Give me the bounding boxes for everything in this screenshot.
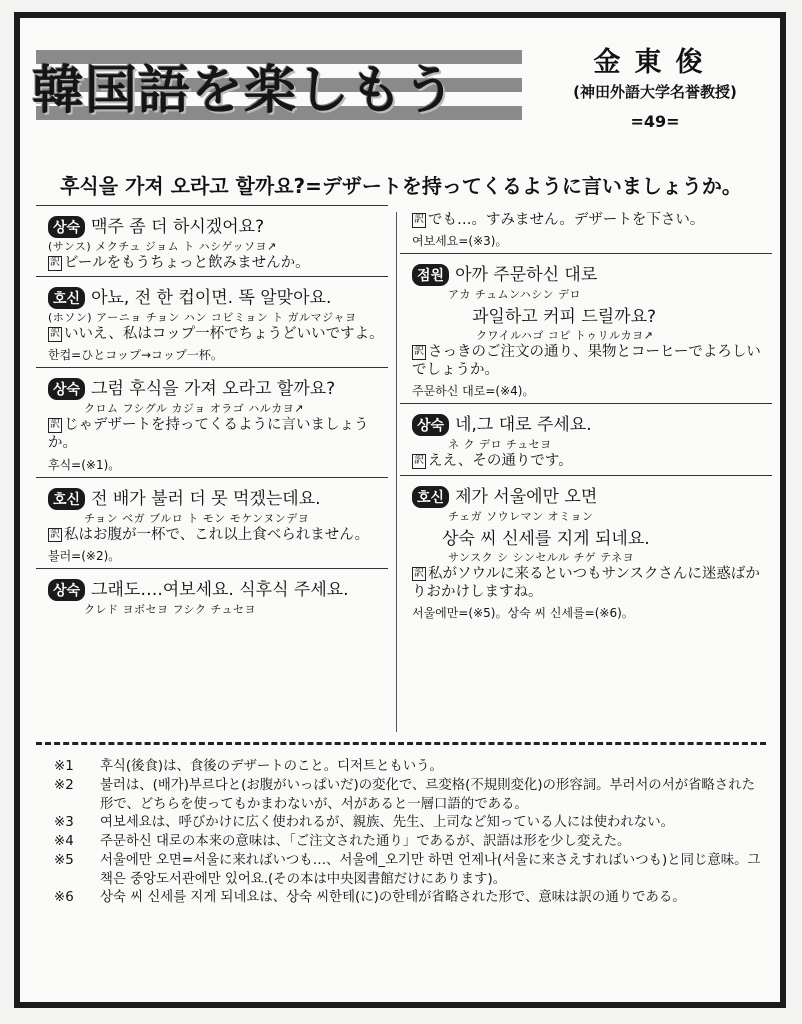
vocab-note: 한컵=ひとコップ→コップ一杯。 — [48, 348, 223, 363]
korean-text: 전 배가 불러 더 못 먹겠는데요. — [91, 488, 321, 509]
korean-text: 아뇨, 전 한 컵이면. 똑 알맞아요. — [91, 288, 332, 309]
dashed-divider — [36, 742, 766, 745]
footnote-label: ※6 — [54, 890, 74, 906]
footnote-label: ※3 — [54, 815, 74, 831]
katakana-reading: (サンス) メクチュ ジョム ト ハシゲッソヨ↗ — [48, 240, 277, 253]
footnote-label: ※1 — [54, 759, 74, 774]
column-title: 韓国語を楽しもう — [32, 61, 457, 121]
katakana-reading-continued: クワイルハゴ コピ トゥリルカヨ↗ — [476, 329, 654, 343]
speaker-badge: 상숙 — [48, 579, 85, 601]
footnote-text: 주문하신 대로の本来の意味は、「ご注文された通り」であるが、訳語は形を少し変えた。 — [100, 834, 631, 850]
vocab-note: 주문하신 대로=(※4)。 — [412, 384, 535, 399]
dialogue-line — [400, 253, 772, 403]
speaker-badge: 상숙 — [48, 216, 85, 238]
japanese-translation: ええ、その通りです。 — [428, 453, 573, 470]
footnote-text: 여보세요は、呼びかけに広く使われるが、親族、先生、上司など知っている人には使われない。 — [100, 815, 674, 831]
katakana-reading-continued: サンスク シ シンセルル チゲ テネヨ — [448, 550, 635, 564]
translation-mark: 訳 — [412, 454, 426, 469]
korean-text: 아까 주문하신 대로 — [455, 265, 598, 286]
korean-text: 맥주 좀 더 하시겠어요? — [91, 217, 265, 237]
korean-text: 제가 서울에만 오면 — [455, 486, 598, 507]
translation-mark: 訳 — [48, 528, 62, 543]
title-banner — [22, 36, 522, 136]
author-name: 金東俊 — [593, 47, 717, 78]
katakana-reading: アカ チュムンハシン デロ — [448, 288, 582, 302]
headline: 후식을 가져 오라고 할까요?=デザートを持ってくるように言いましょうか。 — [60, 174, 742, 198]
katakana-reading: (ホソン) アーニョ チョン ハン コビミョン ト ガルマジャヨ — [48, 311, 357, 325]
footnote-label: ※2 — [54, 777, 74, 793]
column-divider — [396, 212, 397, 732]
footnote-text: 불러は、(배가)부르다と(お腹がいっぱいだ)の変化で、르変格(不規則変化)の形容詞。부러서の서が省略された形で、どちらを使ってもかまわないが、서があると一層口語的である。 — [100, 777, 755, 812]
korean-text-continued: 과일하고 커피 드릴까요? — [472, 307, 657, 328]
footnote-text: 상숙 씨 신세를 지게 되네요は、상숙 씨한테(に)の한테が省略された形で、意味は訳の通りである。 — [100, 890, 686, 906]
footnote — [54, 852, 766, 890]
footnote — [54, 833, 766, 852]
translation-mark: 訳 — [48, 327, 62, 342]
speaker-badge: 점원 — [412, 264, 449, 286]
translation-mark: 訳 — [48, 256, 62, 271]
katakana-reading: チェガ ソウレマン オミョン — [448, 509, 594, 523]
footnote — [54, 777, 766, 815]
footnotes — [54, 758, 766, 908]
footnote-text: 후식(後食)は、食後のデザートのこと。디저트ともいう。 — [100, 759, 443, 774]
issue-number: =49= — [630, 112, 680, 131]
footnote — [54, 758, 766, 777]
dialogue-line — [36, 367, 388, 476]
speaker-badge: 호신 — [48, 488, 85, 510]
japanese-translation: でも…。すみません。デザートを下さい。 — [428, 212, 705, 228]
katakana-reading: チョン ベガ ブルロ ト モン モケンヌンデヨ — [84, 511, 310, 525]
japanese-translation: じゃデザートを持ってくるように言いましょうか。 — [48, 417, 369, 452]
japanese-translation: 私がソウルに来るといつもサンスクさんに迷惑ばかりおかけしますね。 — [412, 565, 760, 600]
author-affiliation: (神田外語大学名誉教授) — [573, 83, 737, 101]
japanese-translation: 私はお腹が一杯で、これ以上食べられません。 — [64, 526, 370, 543]
footnote — [54, 814, 766, 833]
katakana-reading: クレド ヨボセヨ フシク チュセヨ — [84, 602, 256, 616]
dialogue-line — [36, 205, 388, 276]
speaker-badge: 호신 — [412, 486, 449, 508]
speaker-badge: 호신 — [48, 287, 85, 309]
translation-mark: 訳 — [412, 213, 426, 228]
translation-mark: 訳 — [48, 418, 62, 433]
dialogue-line — [36, 568, 388, 621]
katakana-reading: ネ ク デロ チュセヨ — [448, 438, 552, 452]
dialogue-continuation — [400, 205, 772, 253]
dialogue-line — [36, 477, 388, 568]
footnote-label: ※5 — [54, 852, 74, 868]
translation-mark: 訳 — [412, 345, 426, 360]
korean-text: 네,그 대로 주세요. — [455, 415, 592, 436]
speaker-badge: 상숙 — [48, 378, 85, 400]
author-block — [540, 40, 770, 131]
vocab-note: 불러=(※2)。 — [48, 548, 121, 563]
katakana-reading: クロム フシグル カジョ オラゴ ハルカヨ↗ — [84, 402, 304, 416]
dialogue-line — [400, 403, 772, 474]
dialogue-line — [36, 276, 388, 367]
korean-text: 그럼 후식을 가져 오라고 할까요? — [91, 379, 336, 400]
dialogue-line — [400, 475, 772, 625]
dialogue-column-right — [400, 205, 772, 625]
japanese-translation: さっきのご注文の通り、果物とコーヒーでよろしいでしょうか。 — [412, 344, 761, 379]
japanese-translation: ビールをもうちょっと飲みませんか。 — [64, 255, 310, 271]
footnote-text: 서울에만 오면=서울に来ればいつも…、서울에_오기만 하면 언제나(서울に来さえすればいつも)と同じ意味。그 책은 중앙도서관에만 있어요.(その本は中央図書館だけにあります)。 — [100, 852, 761, 887]
japanese-translation: いいえ、私はコップ一杯でちょうどいいですよ。 — [64, 326, 384, 343]
korean-text-continued: 상숙 씨 신세를 지게 되네요. — [442, 528, 650, 549]
speaker-badge: 상숙 — [412, 414, 449, 436]
translation-mark: 訳 — [412, 567, 426, 582]
vocab-note: 서울에만=(※5)。상숙 씨 신세를=(※6)。 — [412, 605, 634, 620]
footnote-label: ※4 — [54, 834, 74, 850]
korean-text: 그래도….여보세요. 식후식 주세요. — [91, 579, 349, 600]
vocab-note: 후식=(※1)。 — [48, 457, 121, 472]
footnote — [54, 889, 766, 908]
dialogue-column-left — [36, 205, 388, 621]
vocab-note: 여보세요=(※3)。 — [412, 234, 508, 249]
